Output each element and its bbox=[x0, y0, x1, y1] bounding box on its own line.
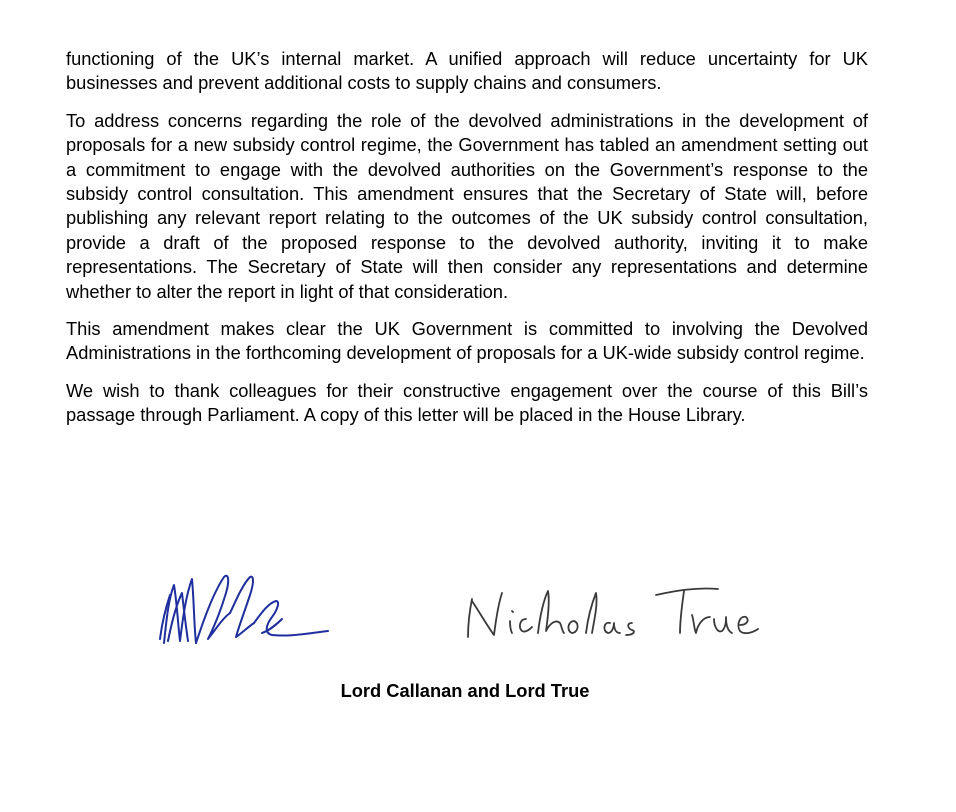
letter-body bbox=[66, 47, 868, 441]
signatory-names: Lord Callanan and Lord True bbox=[340, 680, 590, 701]
signature-true bbox=[460, 575, 760, 645]
paragraph-thanks: We wish to thank colleagues for their constructive engagement over the course of this Bill’s passage through Parliament. A copy of this letter will be placed in the House Library. bbox=[66, 379, 868, 426]
paragraph-devolved-involvement: This amendment makes clear the UK Government is committed to involving the Devolved Administrations in the forthcoming development of proposals for a UK-wide subsidy control regime. bbox=[66, 318, 868, 364]
paragraph-internal-market: functioning of the UK’s internal market. A unified approach will reduce uncertainty for UK businesses and prevent additional costs to supply chains and consumers. bbox=[66, 48, 868, 94]
signature-block bbox=[140, 555, 820, 665]
paragraph-amendment-commitment: To address concerns regarding the role of the devolved administrations in the development of proposals for a new subsidy control regime, the Government has tabled an amendment setting out a commitment to engage with the devolved authorities on the Government’s response to the subsidy control consultation. This amendment ensures that the Secretary of State will, before publishing any relevant report relating to the outcomes of the UK subsidy control consultation, provide a draft of the proposed response to the devolved authority, inviting it to make representations. The Secretary of State will then consider any representations and determine whether to alter the report in light of that consideration. bbox=[66, 109, 868, 302]
signature-callanan bbox=[150, 555, 340, 655]
